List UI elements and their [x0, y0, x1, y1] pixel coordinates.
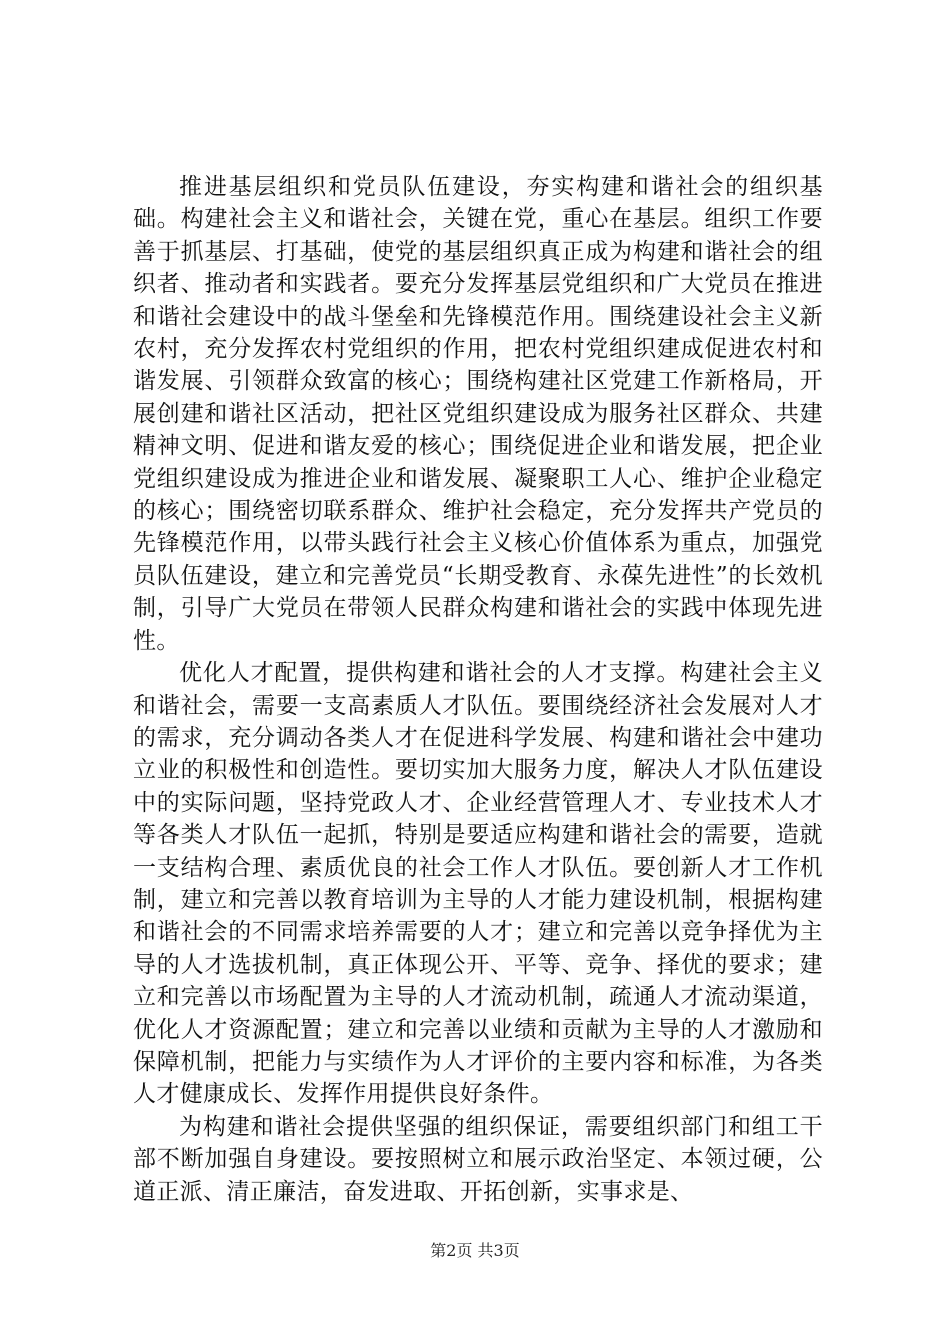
paragraph-organizational-guarantee: 为构建和谐社会提供坚强的组织保证，需要组织部门和组工干部不断加强自身建设。要按照树立和展示政治坚定、本领过硬，公道正派、清正廉洁，奋发进取、开拓创新，实事求是、 — [133, 1113, 823, 1205]
paragraph-grassroots-organization: 推进基层组织和党员队伍建设，夯实构建和谐社会的组织基础。构建社会主义和谐社会，关键在党，重心在基层。组织工作要善于抓基层、打基础，使党的基层组织真正成为构建和谐社会的组织者、推动者和实践者。要充分发挥基层党组织和广大党员在推进和谐社会建设中的战斗堡垒和先锋模范作用。围绕建设社会主义新农村，充分发挥农村党组织的作用，把农村党组织建成促进农村和谐发展、引领群众致富的核心；围绕构建社区党建工作新格局，开展创建和谐社区活动，把社区党组织建设成为服务社区群众、共建精神文明、促进和谐友爱的核心；围绕促进企业和谐发展，把企业党组织建设成为推进企业和谐发展、凝聚职工人心、维护企业稳定的核心；围绕密切联系群众、维护社会稳定，充分发挥共产党员的先锋模范作用，以带头践行社会主义核心价值体系为重点，加强党员队伍建设，建立和完善党员“长期受教育、永葆先进性”的长效机制，引导广大党员在带领人民群众构建和谐社会的实践中体现先进性。 — [133, 174, 823, 654]
paragraph-talent-allocation: 优化人才配置，提供构建和谐社会的人才支撑。构建社会主义和谐社会，需要一支高素质人才队伍。要围绕经济社会发展对人才的需求，充分调动各类人才在促进科学发展、构建和谐社会中建功立业的积极性和创造性。要切实加大服务力度，解决人才队伍建设中的实际问题，坚持党政人才、企业经营管理人才、专业技术人才等各类人才队伍一起抓，特别是要适应构建和谐社会的需要，造就一支结构合理、素质优良的社会工作人才队伍。要创新人才工作机制，建立和完善以教育培训为主导的人才能力建设机制，根据构建和谐社会的不同需求培养需要的人才；建立和完善以竞争择优为主导的人才选拔机制，真正体现公开、平等、竞争、择优的要求；建立和完善以市场配置为主导的人才流动机制，疏通人才流动渠道，优化人才资源配置；建立和完善以业绩和贡献为主导的人才激励和保障机制，把能力与实绩作为人才评价的主要内容和标准，为各类人才健康成长、发挥作用提供良好条件。 — [133, 660, 823, 1108]
page-number-footer: 第2页 共3页 — [430, 1241, 520, 1260]
document-body — [133, 171, 823, 1208]
